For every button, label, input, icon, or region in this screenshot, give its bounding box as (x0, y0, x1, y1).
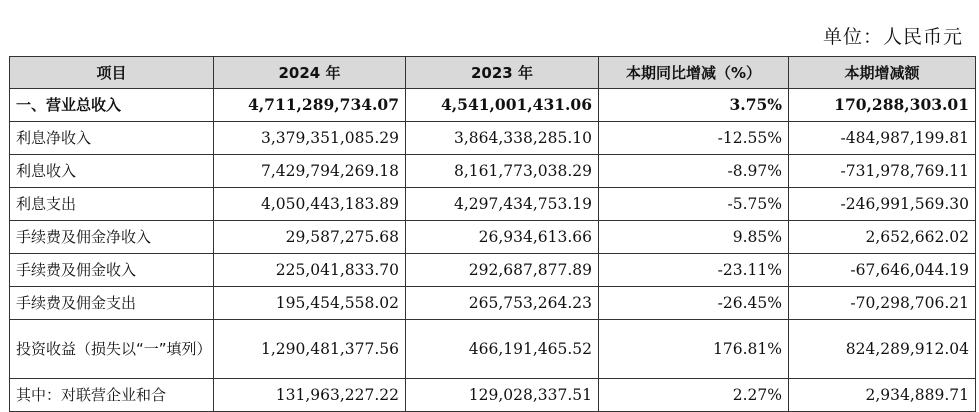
row-name: 利息净收入 (10, 122, 214, 155)
value-2023: 466,191,465.52 (406, 320, 599, 379)
table-row (10, 320, 976, 379)
row-name: 一、营业总收入 (10, 89, 214, 122)
row-name: 其中：对联营企业和合 (10, 379, 214, 412)
table-row (10, 221, 976, 254)
header-item: 项目 (10, 57, 214, 89)
value-2023: 26,934,613.66 (406, 221, 599, 254)
header-yoy-pct: 本期同比增减（%） (599, 57, 789, 89)
row-name: 利息收入 (10, 155, 214, 188)
value-2024: 7,429,794,269.18 (214, 155, 406, 188)
value-2023: 8,161,773,038.29 (406, 155, 599, 188)
header-change-amount: 本期增减额 (789, 57, 976, 89)
row-name: 手续费及佣金收入 (10, 254, 214, 287)
value-2024: 1,290,481,377.56 (214, 320, 406, 379)
value-2024: 3,379,351,085.29 (214, 122, 406, 155)
value-pct: -5.75% (599, 188, 789, 221)
value-diff: -70,298,706.21 (789, 287, 976, 320)
value-diff: 2,934,889.71 (789, 379, 976, 412)
value-pct: 2.27% (599, 379, 789, 412)
value-pct: 176.81% (599, 320, 789, 379)
value-2023: 4,541,001,431.06 (406, 89, 599, 122)
value-diff: -484,987,199.81 (789, 122, 976, 155)
row-name: 手续费及佣金支出 (10, 287, 214, 320)
value-2023: 265,753,264.23 (406, 287, 599, 320)
value-diff: 170,288,303.01 (789, 89, 976, 122)
row-name: 手续费及佣金净收入 (10, 221, 214, 254)
value-2023: 3,864,338,285.10 (406, 122, 599, 155)
value-diff: -246,991,569.30 (789, 188, 976, 221)
header-2023: 2023 年 (406, 57, 599, 89)
value-pct: 9.85% (599, 221, 789, 254)
table-row (10, 379, 976, 412)
table-row (10, 188, 976, 221)
income-table (9, 56, 976, 412)
value-pct: -26.45% (599, 287, 789, 320)
value-diff: 2,652,662.02 (789, 221, 976, 254)
value-2024: 195,454,558.02 (214, 287, 406, 320)
value-2023: 292,687,877.89 (406, 254, 599, 287)
value-2024: 131,963,227.22 (214, 379, 406, 412)
table-row (10, 122, 976, 155)
table-row (10, 155, 976, 188)
value-pct: 3.75% (599, 89, 789, 122)
value-diff: 824,289,912.04 (789, 320, 976, 379)
value-pct: -23.11% (599, 254, 789, 287)
table-header-row (10, 57, 976, 89)
value-diff: -67,646,044.19 (789, 254, 976, 287)
value-diff: -731,978,769.11 (789, 155, 976, 188)
unit-label: 单位：人民币元 (822, 26, 963, 48)
value-pct: -12.55% (599, 122, 789, 155)
row-name: 投资收益（损失以“一”填列） (10, 320, 214, 379)
table-row (10, 287, 976, 320)
table-row (10, 254, 976, 287)
value-2023: 4,297,434,753.19 (406, 188, 599, 221)
value-2024: 225,041,833.70 (214, 254, 406, 287)
value-2024: 4,711,289,734.07 (214, 89, 406, 122)
value-pct: -8.97% (599, 155, 789, 188)
value-2023: 129,028,337.51 (406, 379, 599, 412)
row-name: 利息支出 (10, 188, 214, 221)
table-row (10, 89, 976, 122)
value-2024: 29,587,275.68 (214, 221, 406, 254)
value-2024: 4,050,443,183.89 (214, 188, 406, 221)
header-2024: 2024 年 (214, 57, 406, 89)
